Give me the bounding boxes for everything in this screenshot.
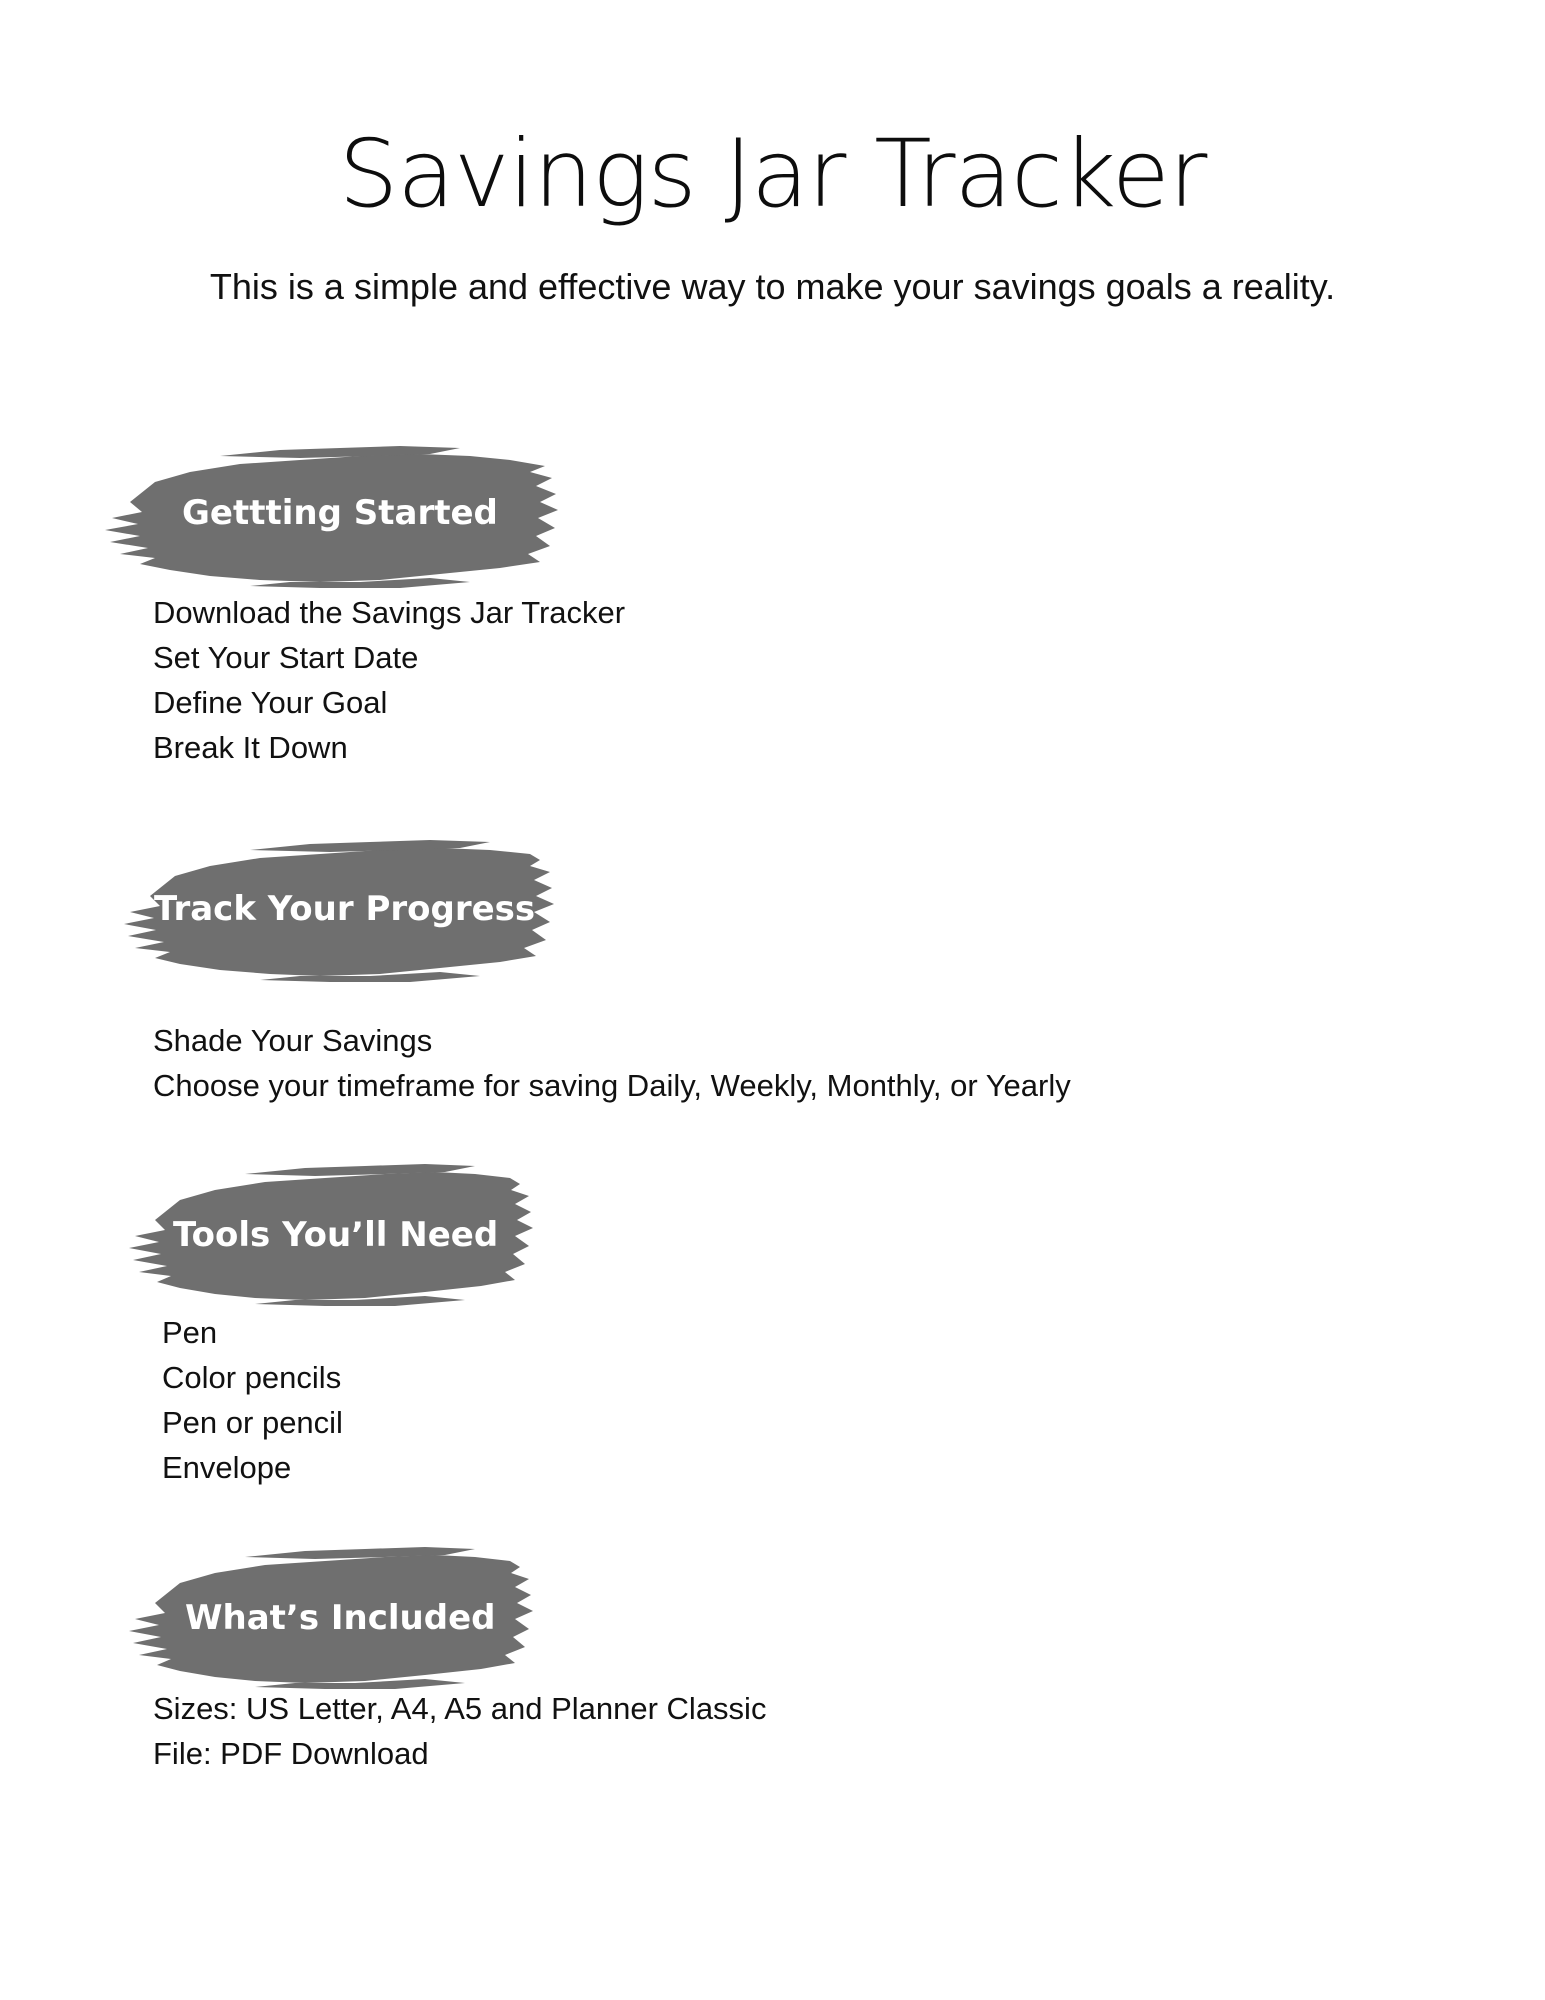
section-badge-tools xyxy=(125,1160,585,1310)
section-heading: What’s Included xyxy=(185,1598,496,1638)
section-badge-included xyxy=(125,1543,585,1693)
list-item: Pen or pencil xyxy=(162,1405,343,1440)
section-heading: Tools You’ll Need xyxy=(173,1215,499,1255)
section-badge-getting-started xyxy=(100,442,560,592)
section-heading: Gettting Started xyxy=(182,493,498,533)
section-list-included xyxy=(153,1686,766,1776)
list-item: Choose your timeframe for saving Daily, Weekly, Monthly, or Yearly xyxy=(153,1068,1071,1103)
section-badge-track-progress xyxy=(120,836,580,986)
list-item: Sizes: US Letter, A4, A5 and Planner Classic xyxy=(153,1691,767,1726)
list-item: Download the Savings Jar Tracker xyxy=(153,595,626,630)
list-item: Color pencils xyxy=(162,1360,342,1395)
page-subtitle: This is a simple and effective way to make your savings goals a reality. xyxy=(209,266,1336,307)
section-list-tools xyxy=(162,1310,343,1490)
list-item: Break It Down xyxy=(153,730,348,765)
list-item: Set Your Start Date xyxy=(153,640,419,675)
list-item: Envelope xyxy=(162,1450,292,1485)
section-heading: Track Your Progress xyxy=(154,889,536,929)
page-title: Savings Jar Tracker xyxy=(338,120,1207,229)
list-item: Define Your Goal xyxy=(153,685,388,720)
section-list-track-progress xyxy=(153,1018,1071,1108)
list-item: File: PDF Download xyxy=(153,1736,429,1771)
list-item: Pen xyxy=(162,1315,218,1350)
list-item: Shade Your Savings xyxy=(153,1023,433,1058)
section-list-getting-started xyxy=(153,590,625,770)
